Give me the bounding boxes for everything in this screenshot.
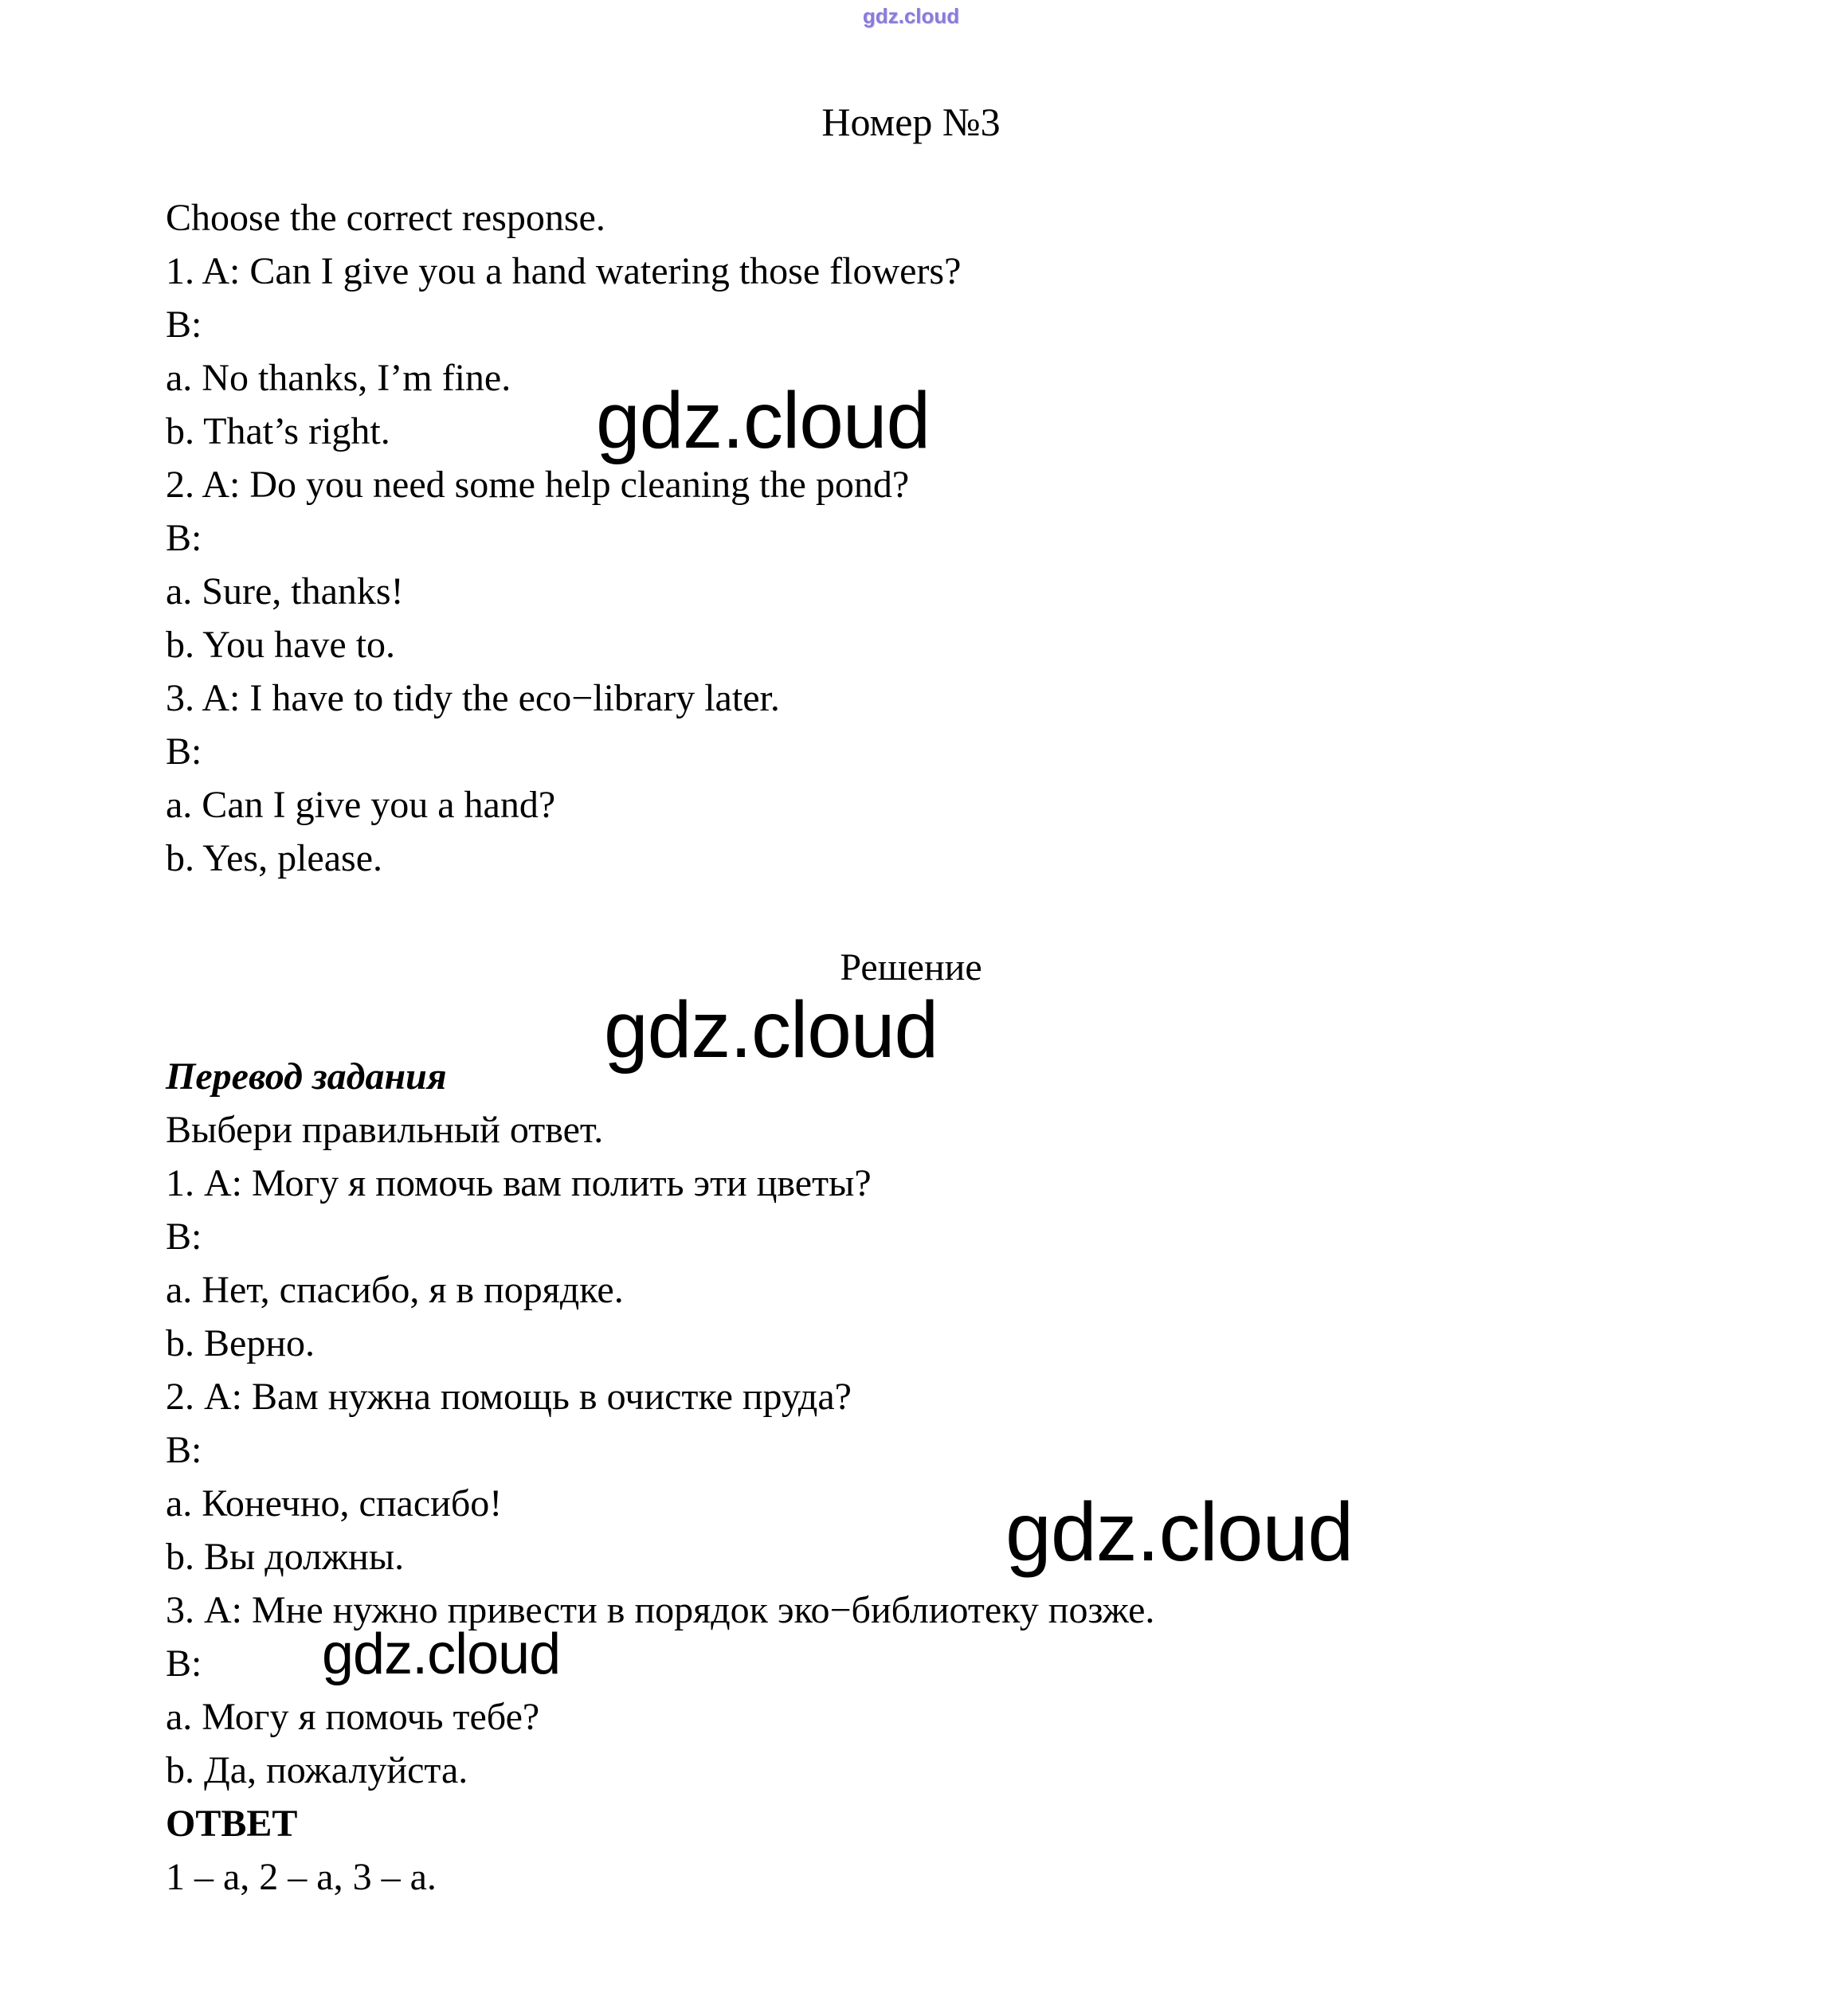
task-line: Выбери правильный ответ. bbox=[166, 1109, 604, 1151]
task-intro-en: Choose the correct response. bbox=[166, 197, 605, 239]
task-line: a. Can I give you a hand? bbox=[166, 784, 556, 826]
task-line: 2. А: Вам нужна помощь в очистке пруда? bbox=[166, 1376, 852, 1418]
watermark-large-3: gdz.cloud bbox=[1005, 1486, 1354, 1579]
task-line: 1. A: Can I give you a hand watering those flowers? bbox=[166, 250, 962, 292]
watermark-large-2: gdz.cloud bbox=[604, 985, 938, 1075]
task-line: a. No thanks, I’m fine. bbox=[166, 357, 511, 399]
solution-heading: Решение bbox=[840, 946, 982, 988]
task-line: 3. А: Мне нужно привести в порядок эко−библиотеку позже. bbox=[166, 1589, 1155, 1631]
task-line: B: bbox=[166, 1215, 202, 1258]
task-line: B: bbox=[166, 303, 202, 346]
task-line: a. Нет, спасибо, я в порядке. bbox=[166, 1269, 624, 1311]
watermark-large-1: gdz.cloud bbox=[596, 376, 931, 465]
task-line: b. You have to. bbox=[166, 624, 396, 666]
task-line: B: bbox=[166, 1429, 202, 1471]
task-line: a. Конечно, спасибо! bbox=[166, 1482, 503, 1525]
translation-heading: Перевод задания bbox=[166, 1055, 447, 1098]
task-line: b. Вы должны. bbox=[166, 1536, 405, 1578]
task-line: B: bbox=[166, 730, 202, 773]
task-line: b. Yes, please. bbox=[166, 837, 382, 879]
page-title: Номер №3 bbox=[821, 100, 1001, 144]
task-english-block bbox=[0, 191, 1822, 885]
task-line: a. Могу я помочь тебе? bbox=[166, 1696, 540, 1738]
task-russian-block bbox=[0, 1103, 1822, 1904]
task-line-text: B: bbox=[166, 1642, 202, 1685]
task-line: 1. А: Могу я помочь вам полить эти цветы? bbox=[166, 1162, 872, 1204]
answer-line: 1 – a, 2 – a, 3 – a. bbox=[166, 1856, 437, 1898]
task-line: b. Да, пожалуйста. bbox=[166, 1749, 468, 1791]
task-line: B: bbox=[166, 517, 202, 559]
watermark-top: gdz.cloud bbox=[862, 4, 960, 28]
task-line: b. That’s right. bbox=[166, 410, 390, 452]
task-line: b. Верно. bbox=[166, 1322, 315, 1364]
task-line: 3. A: I have to tidy the eco−library later. bbox=[166, 677, 780, 719]
watermark-inline: gdz.cloud bbox=[322, 1623, 561, 1686]
answer-heading: ОТВЕТ bbox=[166, 1803, 298, 1845]
task-line bbox=[166, 1623, 1774, 1690]
task-line: 2. A: Do you need some help cleaning the pond? bbox=[166, 464, 910, 506]
task-line: a. Sure, thanks! bbox=[166, 570, 404, 613]
